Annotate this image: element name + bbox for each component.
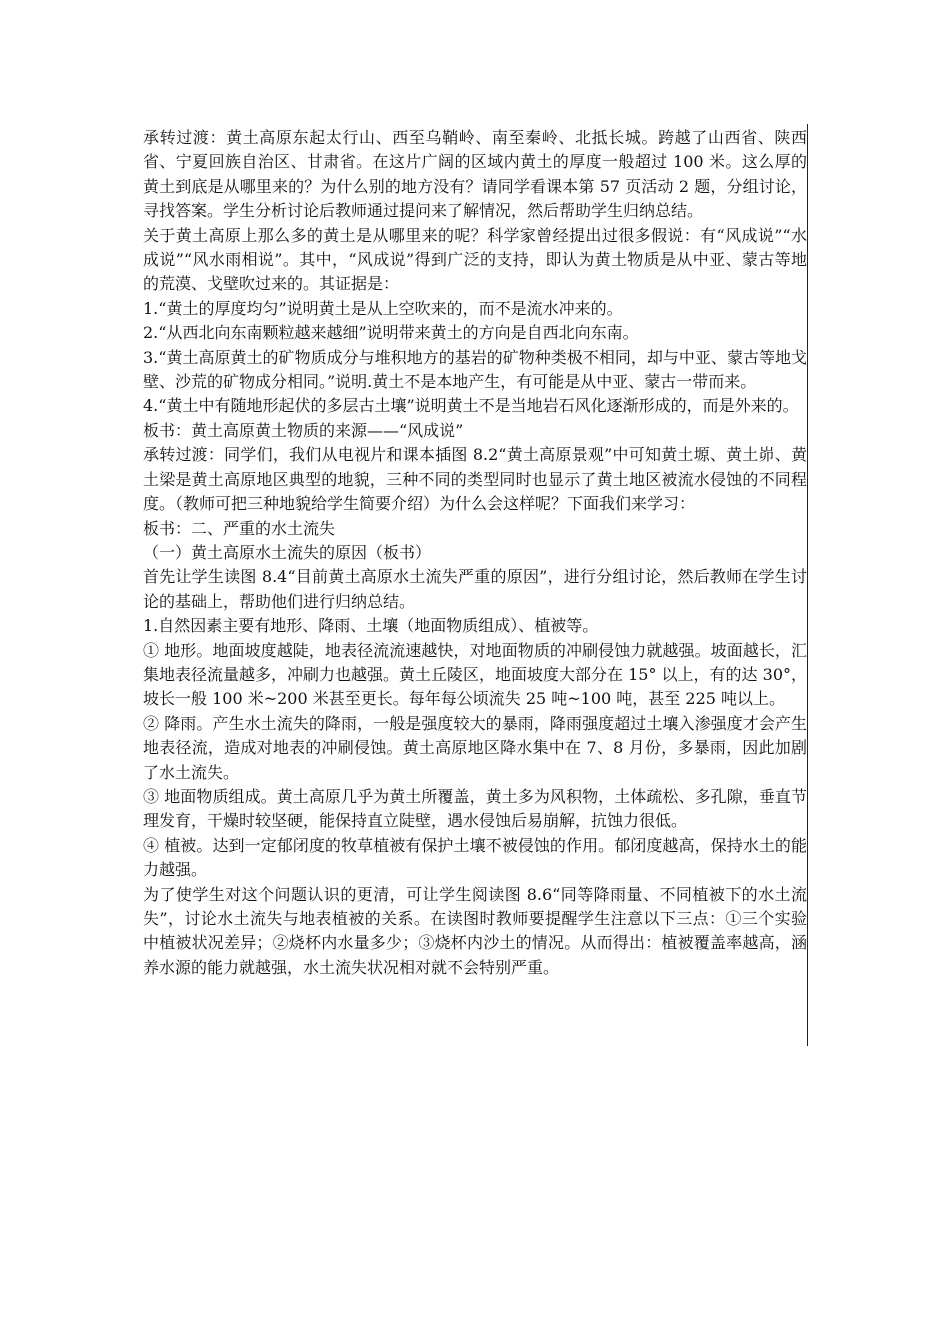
section-heading-causes: （一）黄土高原水土流失的原因（板书）	[143, 542, 432, 562]
factor-rainfall: ② 降雨。产生水土流失的降雨，一般是强度较大的暴雨，降雨强度超过土壤入渗强度才会产生地表径流，造成对地表的冲刷侵蚀。黄土高原地区降水集中在 7、8 月份，多暴雨，因此加剧了水土流失。	[143, 713, 807, 782]
blackboard-note-2: 板书：二、严重的水土流失	[143, 518, 336, 538]
transition-paragraph-1: 承转过渡：黄土高原东起太行山、西至乌鞘岭、南至秦岭、北抵长城。跨越了山西省、陕西省、宁夏回族自治区、甘肃省。在这片广阔的区域内黄土的厚度一般超过 100 米。这么厚的黄土到底是从哪里来的？为什么别的地方没有？请同学看课本第 57 页活动 2 题，分组讨论，寻找答案。学生分析讨论后教师通过提问来了解情况，然后帮助学生归纳总结。	[143, 128, 807, 221]
lesson-text-body	[143, 126, 807, 980]
evidence-item-3: 3.“黄土高原黄土的矿物质成分与堆积地方的基岩的矿物种类极不相同，却与中亚、蒙古等地戈壁、沙荒的矿物成分相同。”说明.黄土不是本地产生，有可能是从中亚、蒙古一带而来。	[143, 347, 807, 392]
reading-instruction: 首先让学生读图 8.4“目前黄土高原水土流失严重的原因”，进行分组讨论，然后教师在学生讨论的基础上，帮助他们进行归纳总结。	[143, 567, 807, 611]
table-right-border	[807, 124, 808, 1046]
natural-factors-summary: 1.自然因素主要有地形、降雨、土壤（地面物质组成）、植被等。	[143, 616, 599, 636]
hypothesis-paragraph: 关于黄土高原上那么多的黄土是从哪里来的呢？科学家曾经提出过很多假说：有“风成说”“水成说”“风水雨相说”。其中，“风成说”得到广泛的支持，即认为黄土物质是从中亚、蒙古等地的荒漠、戈壁吹过来的。其证据是：	[143, 225, 807, 294]
vegetation-discussion: 为了使学生对这个问题认识的更清，可让学生阅读图 8.6“同等降雨量、不同植被下的水土流失”，讨论水土流失与地表植被的关系。在读图时教师要提醒学生注意以下三点：①三个实验中植被状况差异；②烧杯内水量多少；③烧杯内沙土的情况。从而得出：植被覆盖率越高，涵养水源的能力就越强，水土流失状况相对就不会特别严重。	[143, 884, 807, 977]
evidence-item-1: 1.“黄土的厚度均匀”说明黄土是从上空吹来的，而不是流水冲来的。	[143, 298, 623, 318]
evidence-item-4: 4.“黄土中有随地形起伏的多层古土壤”说明黄土不是当地岩石风化逐渐形成的，而是外来的。	[143, 396, 799, 416]
factor-terrain: ① 地形。地面坡度越陡，地表径流流速越快，对地面物质的冲刷侵蚀力就越强。坡面越长，汇集地表径流量越多，冲刷力也越强。黄土丘陵区，地面坡度大部分在 15° 以上，有的达 30°，坡长一般 100 米~200 米甚至更长。每年每公顷流失 25 吨~100 吨，甚至 225 吨以上。	[143, 640, 807, 709]
factor-vegetation: ④ 植被。达到一定郁闭度的牧草植被有保护土壤不被侵蚀的作用。郁闭度越高，保持水土的能力越强。	[143, 835, 807, 880]
transition-paragraph-2: 承转过渡：同学们，我们从电视片和课本插图 8.2“黄土高原景观”中可知黄土塬、黄土峁、黄土梁是黄土高原地区典型的地貌，三种不同的类型同时也显示了黄土地区被流水侵蚀的不同程度。（教师可把三种地貌给学生简要介绍）为什么会这样呢？下面我们来学习：	[143, 445, 807, 514]
factor-ground-material: ③ 地面物质组成。黄土高原几乎为黄土所覆盖，黄土多为风积物，土体疏松、多孔隙，垂直节理发育，干燥时较坚硬，能保持直立陡壁，遇水侵蚀后易崩解，抗蚀力很低。	[143, 786, 807, 831]
blackboard-note-1: 板书：黄土高原黄土物质的来源——“风成说”	[143, 420, 464, 440]
evidence-item-2: 2.“从西北向东南颗粒越来越细”说明带来黄土的方向是自西北向东南。	[143, 323, 639, 343]
